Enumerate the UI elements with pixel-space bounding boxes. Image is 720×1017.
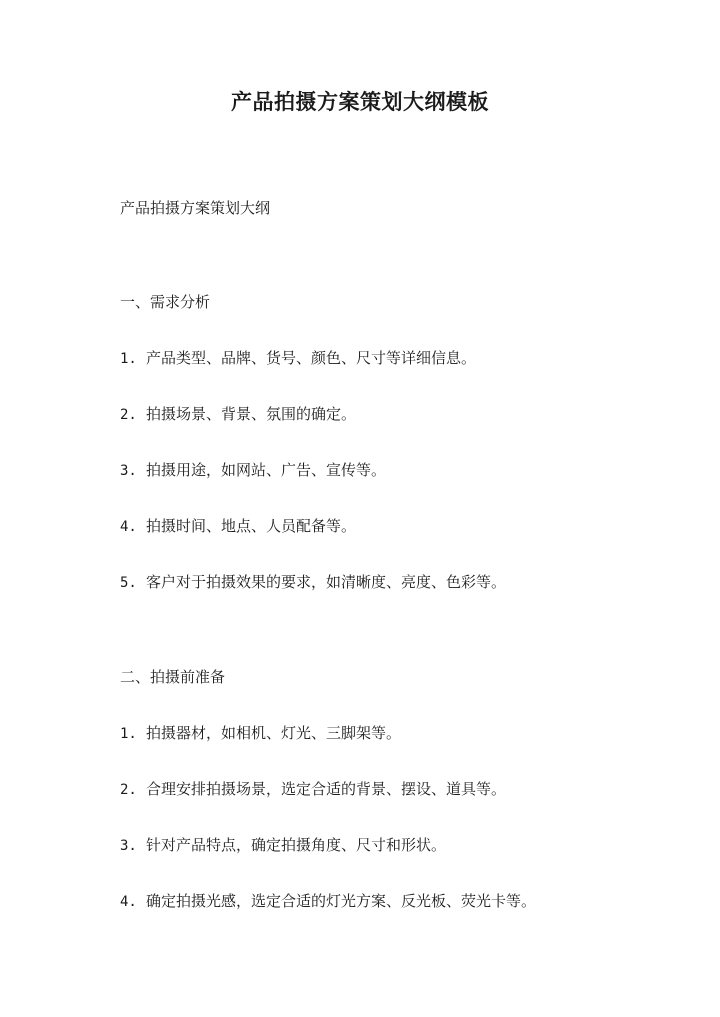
list-item-text: 产品类型、品牌、货号、颜色、尺寸等详细信息。: [146, 349, 477, 367]
list-item-number: 3.: [120, 463, 137, 479]
list-item-text: 合理安排拍摄场景，选定合适的背景、摆设、道具等。: [146, 780, 507, 798]
list-item-text: 拍摄用途，如网站、广告、宣传等。: [146, 461, 387, 479]
list-item-text: 针对产品特点，确定拍摄角度、尺寸和形状。: [146, 836, 447, 854]
list-item: [120, 459, 386, 482]
list-item-text: 拍摄时间、地点、人员配备等。: [146, 517, 357, 535]
list-item-text: 拍摄场景、背景、氛围的确定。: [146, 405, 357, 423]
list-item: [120, 722, 401, 745]
list-item-number: 3.: [120, 838, 137, 854]
section-heading-demand-analysis: 一、需求分析: [120, 293, 211, 311]
list-item-number: 1.: [120, 351, 137, 367]
list-item: [120, 571, 506, 594]
list-item: [120, 403, 356, 426]
section-heading-preparation: 二、拍摄前准备: [120, 668, 226, 686]
list-item-number: 1.: [120, 726, 137, 742]
list-item-number: 2.: [120, 407, 137, 423]
list-item: [120, 778, 506, 801]
document-title: 产品拍摄方案策划大纲模板: [231, 89, 489, 114]
list-item: [120, 347, 476, 370]
list-item-number: 5.: [120, 575, 137, 591]
list-item-text: 客户对于拍摄效果的要求，如清晰度、亮度、色彩等。: [146, 573, 507, 591]
list-item-text: 确定拍摄光感，选定合适的灯光方案、反光板、荧光卡等。: [146, 892, 537, 910]
list-item: [120, 834, 446, 857]
document-subtitle: 产品拍摄方案策划大纲: [120, 199, 271, 217]
list-item-number: 4.: [120, 519, 137, 535]
list-item: [120, 515, 356, 538]
list-item: [120, 890, 536, 913]
list-item-number: 4.: [120, 894, 137, 910]
list-item-number: 2.: [120, 782, 137, 798]
list-item-text: 拍摄器材，如相机、灯光、三脚架等。: [146, 724, 402, 742]
